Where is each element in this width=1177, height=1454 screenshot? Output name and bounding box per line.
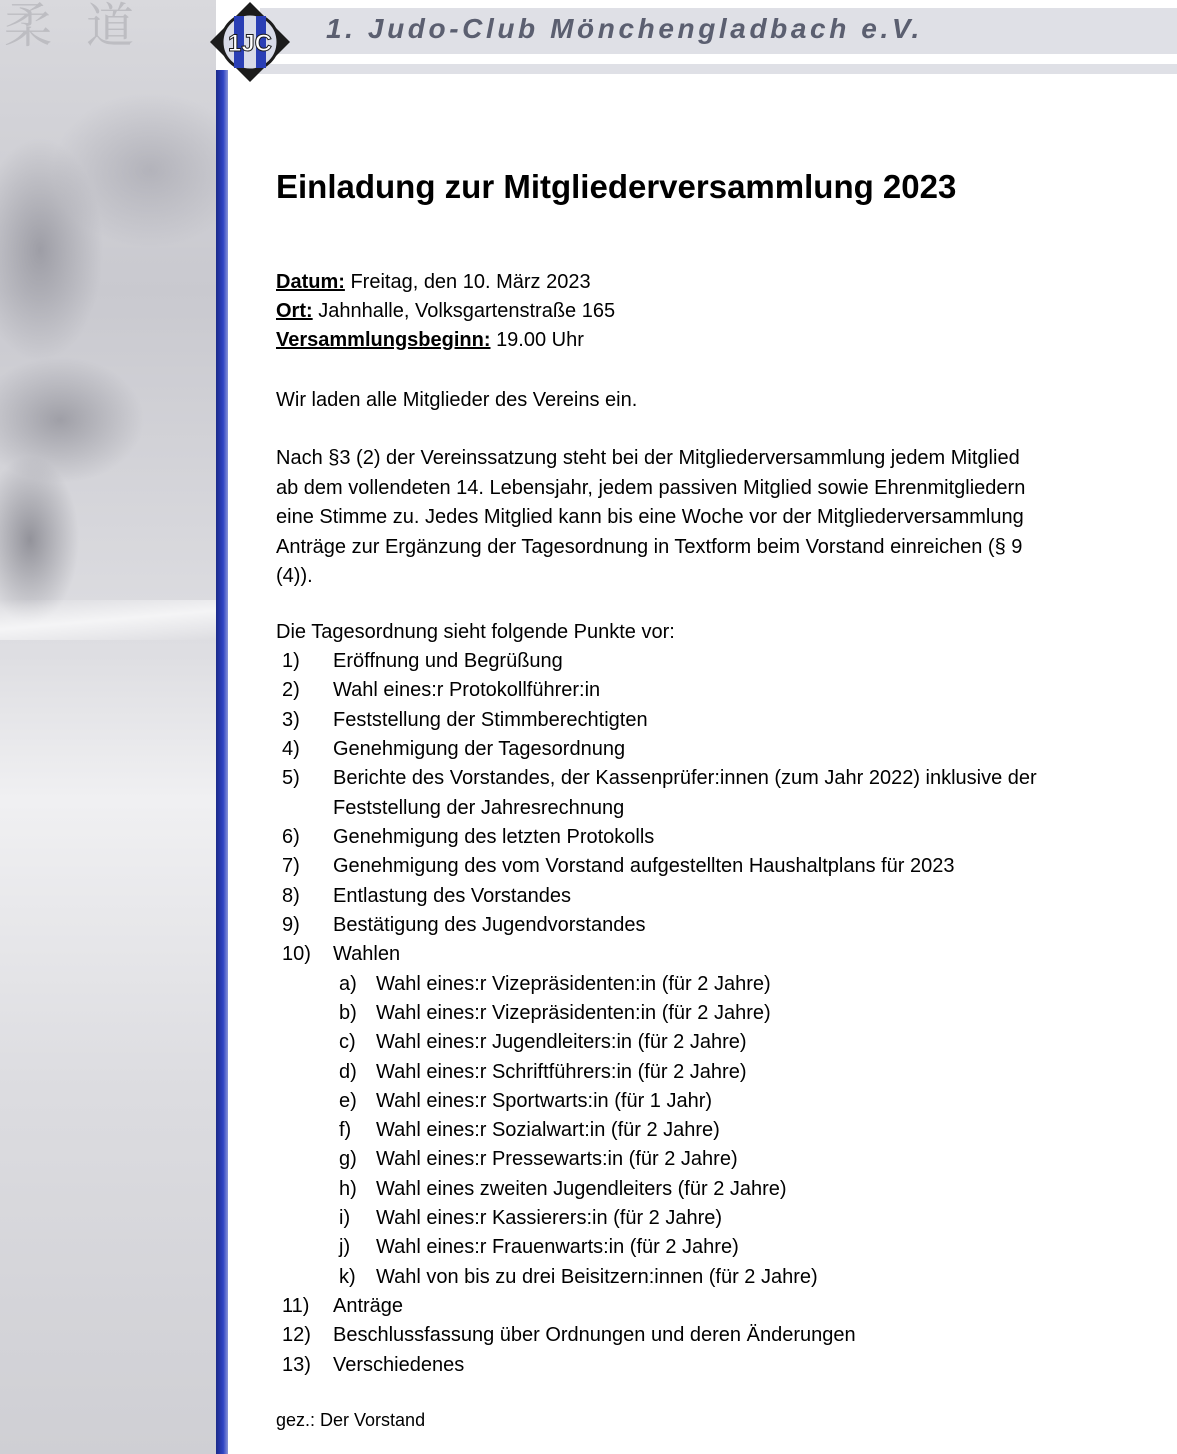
agenda-number: 6) [282, 826, 300, 848]
election-letter: h) [339, 1178, 357, 1200]
agenda-item: Genehmigung des letzten Protokolls [333, 826, 655, 848]
date-value: Freitag, den 10. März 2023 [350, 271, 591, 293]
start-line [276, 326, 584, 355]
agenda-number: 8) [282, 885, 300, 907]
election-item: Wahl eines:r Sportwarts:in (für 1 Jahr) [376, 1090, 713, 1112]
election-item: Wahl eines:r Jugendleiters:in (für 2 Jahre) [376, 1031, 747, 1053]
agenda-item-continued: Feststellung der Jahresrechnung [333, 797, 625, 819]
election-item: Wahl eines:r Pressewarts:in (für 2 Jahre) [376, 1148, 738, 1170]
election-item: Wahl eines:r Sozialwart:in (für 2 Jahre) [376, 1119, 720, 1141]
agenda-number: 13) [282, 1354, 311, 1376]
agenda-number: 7) [282, 855, 300, 877]
election-letter: a) [339, 973, 357, 995]
agenda-item: Wahl eines:r Protokollführer:in [333, 679, 601, 701]
election-item: Wahl eines:r Schriftführers:in (für 2 Jahre) [376, 1061, 747, 1083]
election-letter: g) [339, 1148, 357, 1170]
invite-text: Wir laden alle Mitglieder des Vereins ein. [276, 389, 638, 411]
statute-line: Anträge zur Ergänzung der Tagesordnung in Textform beim Vorstand einreichen (§ 9 [276, 536, 1023, 558]
agenda-number: 3) [282, 709, 300, 731]
election-letter: f) [339, 1119, 352, 1141]
election-item: Wahl eines zweiten Jugendleiters (für 2 Jahre) [376, 1178, 787, 1200]
agenda-item: Anträge [333, 1295, 404, 1317]
agenda-item: Genehmigung der Tagesordnung [333, 738, 626, 760]
agenda-number: 10) [282, 943, 311, 965]
agenda-number: 11) [282, 1295, 310, 1317]
agenda-item: Feststellung der Stimmberechtigten [333, 709, 648, 731]
agenda-item: Wahlen [333, 943, 401, 965]
agenda-number: 2) [282, 679, 300, 701]
election-letter: i) [339, 1207, 351, 1229]
election-item: Wahl eines:r Kassierers:in (für 2 Jahre) [376, 1207, 723, 1229]
election-item: Wahl von bis zu drei Beisitzern:innen (für 2 Jahre) [376, 1266, 818, 1288]
agenda-item: Genehmigung des vom Vorstand aufgestellten Haushaltplans für 2023 [333, 855, 955, 877]
statute-line: Nach §3 (2) der Vereinssatzung steht bei der Mitgliederversammlung jedem Mitglied [276, 447, 1020, 469]
place-label: Ort: [276, 300, 313, 322]
agenda-number: 12) [282, 1324, 311, 1346]
agenda-item: Entlastung des Vorstandes [333, 885, 571, 907]
agenda-item: Verschiedenes [333, 1354, 465, 1376]
election-letter: j) [339, 1236, 351, 1258]
election-letter: e) [339, 1090, 357, 1112]
election-letter: d) [339, 1061, 357, 1083]
statute-line: eine Stimme zu. Jedes Mitglied kann bis eine Woche vor der Mitgliederversammlung [276, 506, 1024, 528]
club-logo-icon [206, 0, 294, 84]
club-name: 1. Judo-Club Mönchengladbach e.V. [326, 13, 923, 44]
statute-line: (4)). [276, 565, 313, 587]
accent-bar [216, 70, 228, 1454]
election-item: Wahl eines:r Vizepräsidenten:in (für 2 Jahre) [376, 973, 771, 995]
logo-text: 1JC [227, 30, 273, 57]
place-line [276, 297, 615, 326]
agenda-number: 1) [282, 650, 300, 672]
start-value: 19.00 Uhr [496, 329, 584, 351]
agenda-item: Beschlussfassung über Ordnungen und deren Änderungen [333, 1324, 856, 1346]
agenda-number: 4) [282, 738, 300, 760]
side-photo-highlight [0, 600, 216, 640]
agenda-item: Eröffnung und Begrüßung [333, 650, 563, 672]
place-value: Jahnhalle, Volksgartenstraße 165 [318, 300, 616, 322]
election-letter: k) [339, 1266, 356, 1288]
election-item: Wahl eines:r Vizepräsidenten:in (für 2 Jahre) [376, 1002, 771, 1024]
date-label: Datum: [276, 271, 345, 293]
agenda-number: 5) [282, 767, 300, 789]
side-photo-background [0, 0, 216, 1454]
election-letter: c) [339, 1031, 356, 1053]
statute-line: ab dem vollendeten 14. Lebensjahr, jedem passiven Mitglied sowie Ehrenmitgliedern [276, 477, 1026, 499]
election-letter: b) [339, 1002, 357, 1024]
election-item: Wahl eines:r Frauenwarts:in (für 2 Jahre) [376, 1236, 739, 1258]
agenda-item: Berichte des Vorstandes, der Kassenprüfer:innen (zum Jahr 2022) inklusive der [333, 767, 1037, 789]
agenda-intro: Die Tagesordnung sieht folgende Punkte vor: [276, 621, 675, 643]
start-label: Versammlungsbeginn: [276, 329, 491, 351]
judo-kanji: 柔道 [4, 0, 169, 54]
document-title: Einladung zur Mitgliederversammlung 2023 [276, 168, 957, 205]
date-line [276, 268, 591, 297]
signature: gez.: Der Vorstand [276, 1410, 426, 1430]
agenda-item: Bestätigung des Jugendvorstandes [333, 914, 646, 936]
header-underline [250, 64, 1177, 74]
agenda-number: 9) [282, 914, 300, 936]
